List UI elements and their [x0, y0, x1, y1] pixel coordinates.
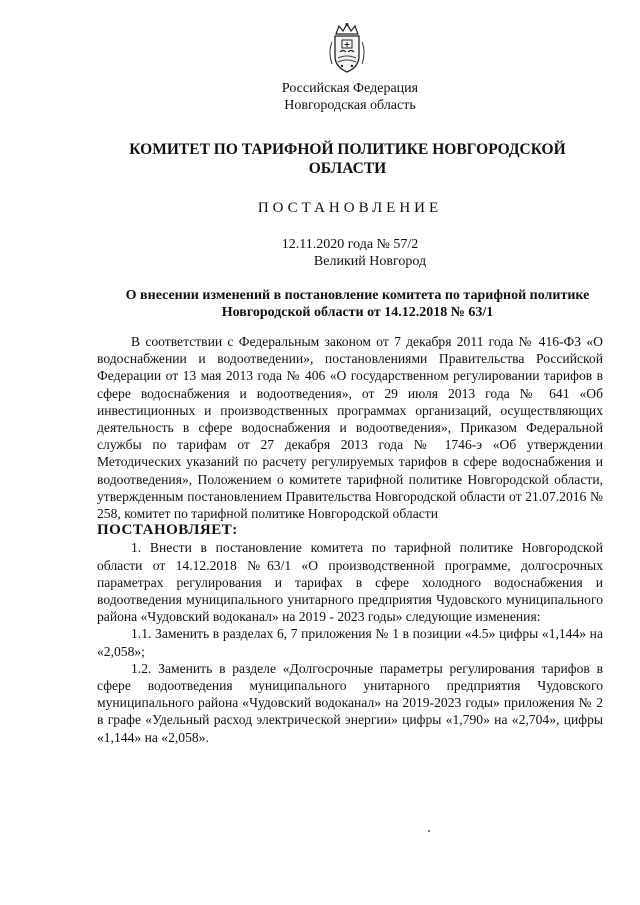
committee-title: КОМИТЕТ ПО ТАРИФНОЙ ПОЛИТИКЕ НОВГОРОДСКОЙ ОБЛАСТИ — [129, 141, 566, 177]
item-1-2-paragraph: 1.2. Заменить в разделе «Долгосрочные параметры регулирования тарифов в сфере водоотведения муниципального унитарного предприятия Чудовского муниципального района «Чудовский водоканал» на 2019-2023 годы» приложения № 2 в графе «Удельный расход электрической энергии» цифры «1,790» на «2,704», цифры «1,144» на «2,058». — [97, 660, 603, 745]
date-number-text: 12.11.2020 года № 57/2 — [281, 237, 419, 252]
country-name: Российская Федерация — [281, 81, 419, 96]
city-text: Великий Новгород — [313, 254, 427, 269]
document-date-number — [200, 236, 500, 270]
item-1-paragraph: 1. Внести в постановление комитета по тарифной политике Новгородской области от 14.12.2018 №63/1 «О производственной программе, долгосрочных параметрах регулирования и тарифах в сфере холодного водоснабжения и водоотведения муниципального унитарного предприятия Чудовского муниципального района «Чудовский водоканал» на 2019 - 2023 годы» следующие изменения: — [97, 540, 603, 625]
preamble-paragraph: В соответствии с Федеральным законом от 7 декабря 2011 года № 416-ФЗ «О водоснабжении и водоотведении», постановлениями Правительства Российской Федерации от 13 мая 2013 года № 406 «О государственном регулировании тарифов в сфере водоснабжения и водоотведения», от 29 июля 2013 года № 641 «Об инвестиционных и производственных программах организаций, осуществляющих деятельность в сфере водоснабжения и водоотведения», Приказом Федеральной службы по тарифам от 27 декабря 2013 года № 1746-э «Об утверждении Методических указаний по расчету регулируемых тарифов в сфере водоснабжения и водоотведения», Положением о комитете тарифной политике Новгородской области, утвержденным постановлением Правительства Новгородской области от 21.07.2016 № 258, комитет по тарифной политике Новгородской области — [97, 334, 603, 522]
document-body — [97, 333, 603, 746]
item-1-1-paragraph: 1.1. Заменить в разделах 6, 7 приложения № 1 в позиции «4.5» цифры «1,144» на «2,058»; — [97, 626, 603, 659]
novgorod-coat-of-arms-icon — [326, 22, 368, 74]
document-subject: О внесении изменений в постановление комитета по тарифной политике Новгородской области от 14.12.2018 № 63/1 — [125, 288, 590, 320]
decree-heading: ПОСТАНОВЛЯЕТ: — [97, 522, 238, 539]
document-type: ПОСТАНОВЛЕНИЕ — [257, 200, 443, 216]
region-name: Новгородская область — [284, 98, 416, 113]
scan-speck — [428, 830, 430, 832]
